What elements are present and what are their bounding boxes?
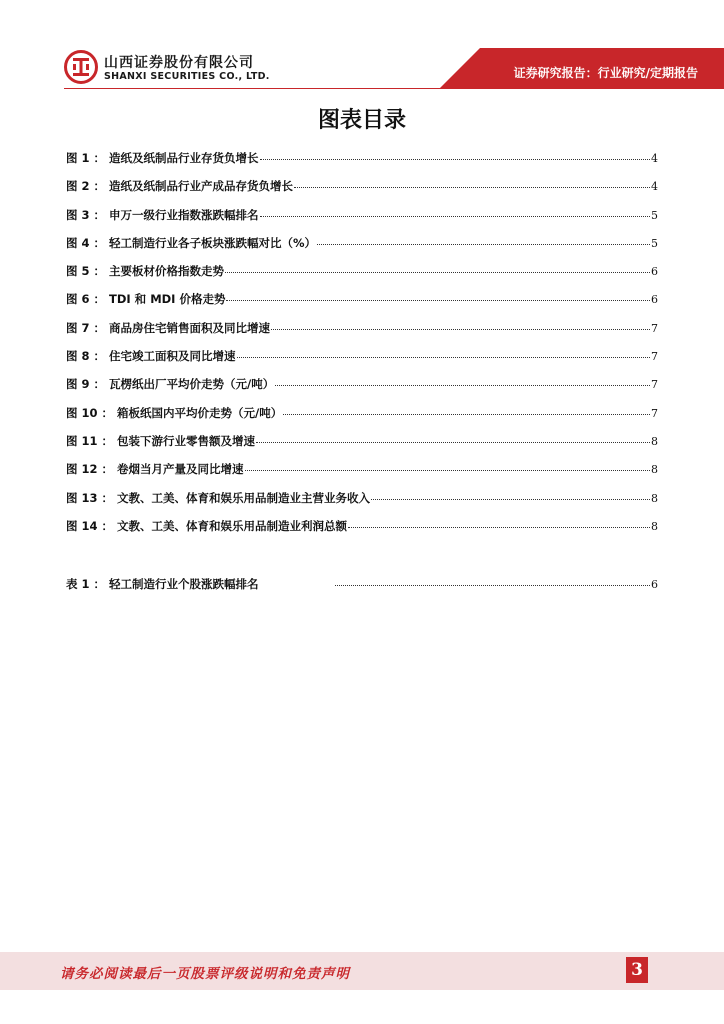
leader-dots [260, 215, 650, 217]
figure-entry-label: 图 11 ： 包装下游行业零售额及增速 [66, 433, 256, 448]
table-entry-label: 表 1 ： 轻工制造行业个股涨跌幅排名 [66, 577, 259, 591]
figure-entry-page: 4 [651, 180, 658, 194]
leader-dots [225, 271, 650, 273]
leader-dots [294, 186, 650, 188]
figure-entry-label: 图 9 ： 瓦楞纸出厂平均价走势（元/吨） [66, 377, 275, 392]
figure-entry-page: 6 [651, 265, 658, 279]
figure-entry-page: 7 [651, 350, 658, 364]
figure-list-item[interactable] [66, 150, 658, 178]
figure-list [66, 150, 658, 546]
figure-entry-page: 8 [651, 463, 658, 477]
figure-list-item[interactable] [66, 348, 658, 376]
figure-entry-label: 图 5 ： 主要板材价格指数走势 [66, 264, 225, 279]
table-list-item[interactable] [66, 576, 658, 592]
figure-entry-page: 8 [651, 491, 658, 505]
figure-list-item[interactable] [66, 518, 658, 546]
figure-entry-label: 图 7 ： 商品房住宅销售面积及同比增速 [66, 320, 271, 335]
figure-entry-page: 4 [651, 152, 658, 165]
footer-disclaimer: 请务必阅读最后一页股票评级说明和免责声明 [60, 966, 350, 982]
figure-list-item[interactable] [66, 235, 658, 263]
leader-dots [237, 356, 650, 358]
figure-entry-page: 8 [651, 519, 658, 533]
leader-dots [226, 299, 650, 301]
leader-dots [317, 243, 650, 245]
figure-entry-label: 图 1 ： 造纸及纸制品行业存货负增长 [66, 151, 259, 165]
figure-list-item[interactable] [66, 320, 658, 348]
figure-list-item[interactable] [66, 461, 658, 489]
leader-dots [283, 413, 650, 415]
figure-list-item[interactable] [66, 376, 658, 404]
figure-entry-label: 图 4 ： 轻工制造行业各子板块涨跌幅对比（%） [66, 235, 317, 250]
company-logo-icon [64, 50, 98, 84]
figure-list-item[interactable] [66, 263, 658, 291]
figure-list-item[interactable] [66, 405, 658, 433]
figure-entry-label: 图 8 ： 住宅竣工面积及同比增速 [66, 349, 236, 364]
figure-list-item[interactable] [66, 207, 658, 235]
leader-dots [275, 384, 650, 386]
leader-dots [348, 526, 650, 528]
company-name-en: SHANXI SECURITIES CO., LTD. [104, 71, 270, 82]
figure-entry-page: 6 [651, 293, 658, 307]
company-name-cn: 山西证券股份有限公司 [104, 55, 254, 71]
leader-dots [335, 584, 650, 586]
leader-dots [245, 469, 650, 471]
leader-dots [371, 498, 650, 500]
page-title: 图表目录 [317, 108, 406, 133]
figure-entry-label: 图 12 ： 卷烟当月产量及同比增速 [66, 462, 244, 477]
page-header [0, 0, 724, 100]
figure-entry-label: 图 6 ： TDI 和 MDI 价格走势 [66, 292, 226, 307]
figure-entry-label: 图 13 ： 文教、工美、体育和娱乐用品制造业主营业务收入 [66, 490, 371, 505]
figure-entry-page: 7 [651, 378, 658, 392]
report-type-label: 证券研究报告：行业研究/定期报告 [513, 66, 698, 80]
figure-entry-label: 图 14 ： 文教、工美、体育和娱乐用品制造业利润总额 [66, 518, 348, 533]
figure-entry-page: 8 [651, 434, 658, 448]
figure-list-item[interactable] [66, 291, 658, 319]
figure-entry-page: 7 [651, 321, 658, 335]
leader-dots [260, 158, 650, 160]
page-number: 3 [626, 957, 648, 983]
leader-dots [271, 328, 650, 330]
figure-entry-page: 5 [651, 208, 658, 222]
header-divider [64, 88, 724, 89]
leader-dots [256, 441, 650, 443]
figure-entry-page: 7 [651, 406, 658, 420]
figure-list-item[interactable] [66, 178, 658, 206]
figure-entry-label: 图 10 ： 箱板纸国内平均价走势（元/吨） [66, 405, 283, 420]
figure-entry-label: 图 3 ： 申万一级行业指数涨跌幅排名 [66, 207, 259, 222]
figure-list-item[interactable] [66, 490, 658, 518]
figure-entry-label: 图 2 ： 造纸及纸制品行业产成品存货负增长 [66, 179, 294, 194]
figure-entry-page: 5 [651, 236, 658, 250]
figure-list-item[interactable] [66, 433, 658, 461]
table-entry-page: 6 [651, 578, 658, 591]
